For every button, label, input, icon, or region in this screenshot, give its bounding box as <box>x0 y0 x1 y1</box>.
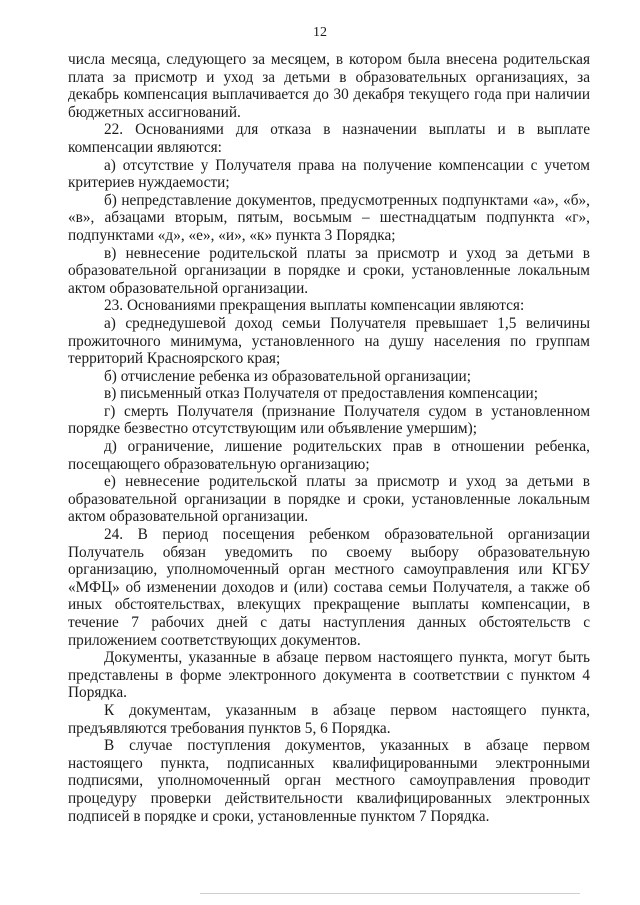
paragraph-23-g: г) смерть Получателя (признание Получателя судом в установленном порядке безвестно отсутствующим или объявление умершим); <box>68 402 590 438</box>
paragraph-24-signatures: В случае поступления документов, указанных в абзаце первом настоящего пункта, подписанных квалифицированными электронными подписями, уполномоченный орган местного самоуправления проводит процедуру проверки действительности квалифицированных электронных подписей в порядке и сроки, установленные пунктом 7 Порядка. <box>68 737 590 825</box>
paragraph-23-e: е) невнесение родительской платы за присмотр и уход за детьми в образовательной организации в порядке и сроки, установленные локальным актом образовательной организации. <box>68 473 590 526</box>
page-number: 12 <box>313 25 327 40</box>
paragraph-23: 23. Основаниями прекращения выплаты компенсации являются: <box>104 297 525 315</box>
scan-edge-line <box>200 893 580 894</box>
paragraph-24-requirements: К документам, указанным в абзаце первом настоящего пункта, предъявляются требования пунктов 5, 6 Порядка. <box>68 701 590 737</box>
paragraph-23-b: б) отчисление ребенка из образовательной организации; <box>104 367 471 385</box>
paragraph-24-documents: Документы, указанные в абзаце первом настоящего пункта, могут быть представлены в форме электронного документа в соответствии с пунктом 4 Порядка. <box>68 649 590 702</box>
paragraph-24: 24. В период посещения ребенком образовательной организации Получатель обязан уведомить по своему выбору образовательную организацию, уполномоченный орган местного самоуправления или КГБУ «МФЦ» об изменении доходов и (или) состава семьи Получателя, а также об иных обстоятельствах, влекущих прекращение выплаты компенсации, в течение 7 рабочих дней с даты наступления данных обстоятельств с приложением соответствующих документов. <box>68 526 590 649</box>
document-body <box>68 51 590 825</box>
paragraph-continuation: числа месяца, следующего за месяцем, в котором была внесена родительская плата за присмотр и уход за детьми в образовательных организациях, за декабрь компенсация выплачивается до 30 декабря текущего года при наличии бюджетных ассигнований. <box>68 51 590 121</box>
paragraph-23-d: д) ограничение, лишение родительских прав в отношении ребенка, посещающего образовательную организацию; <box>68 438 590 473</box>
paragraph-23-a: а) среднедушевой доход семьи Получателя превышает 1,5 величины прожиточного минимума, установленного на душу населения по группам территорий Красноярского края; <box>68 314 590 368</box>
paragraph-22-v: в) невнесение родительской платы за присмотр и уход за детьми в образовательной организации в порядке и сроки, установленные локальным актом образовательной организации. <box>68 244 590 297</box>
paragraph-22-b: б) непредставление документов, предусмотренных подпунктами «а», «б», «в», абзацами вторым, пятым, восьмым – шестнадцатым подпункта «г», подпунктами «д», «е», «и», «к» пункта 3 Порядка; <box>68 191 590 244</box>
paragraph-23-v: в) письменный отказ Получателя от предоставления компенсации; <box>104 385 538 403</box>
paragraph-22: 22. Основаниями для отказа в назначении выплаты и в выплате компенсации являются: <box>68 121 590 156</box>
paragraph-22-a: а) отсутствие у Получателя права на получение компенсации с учетом критериев нуждаемости; <box>68 156 590 192</box>
